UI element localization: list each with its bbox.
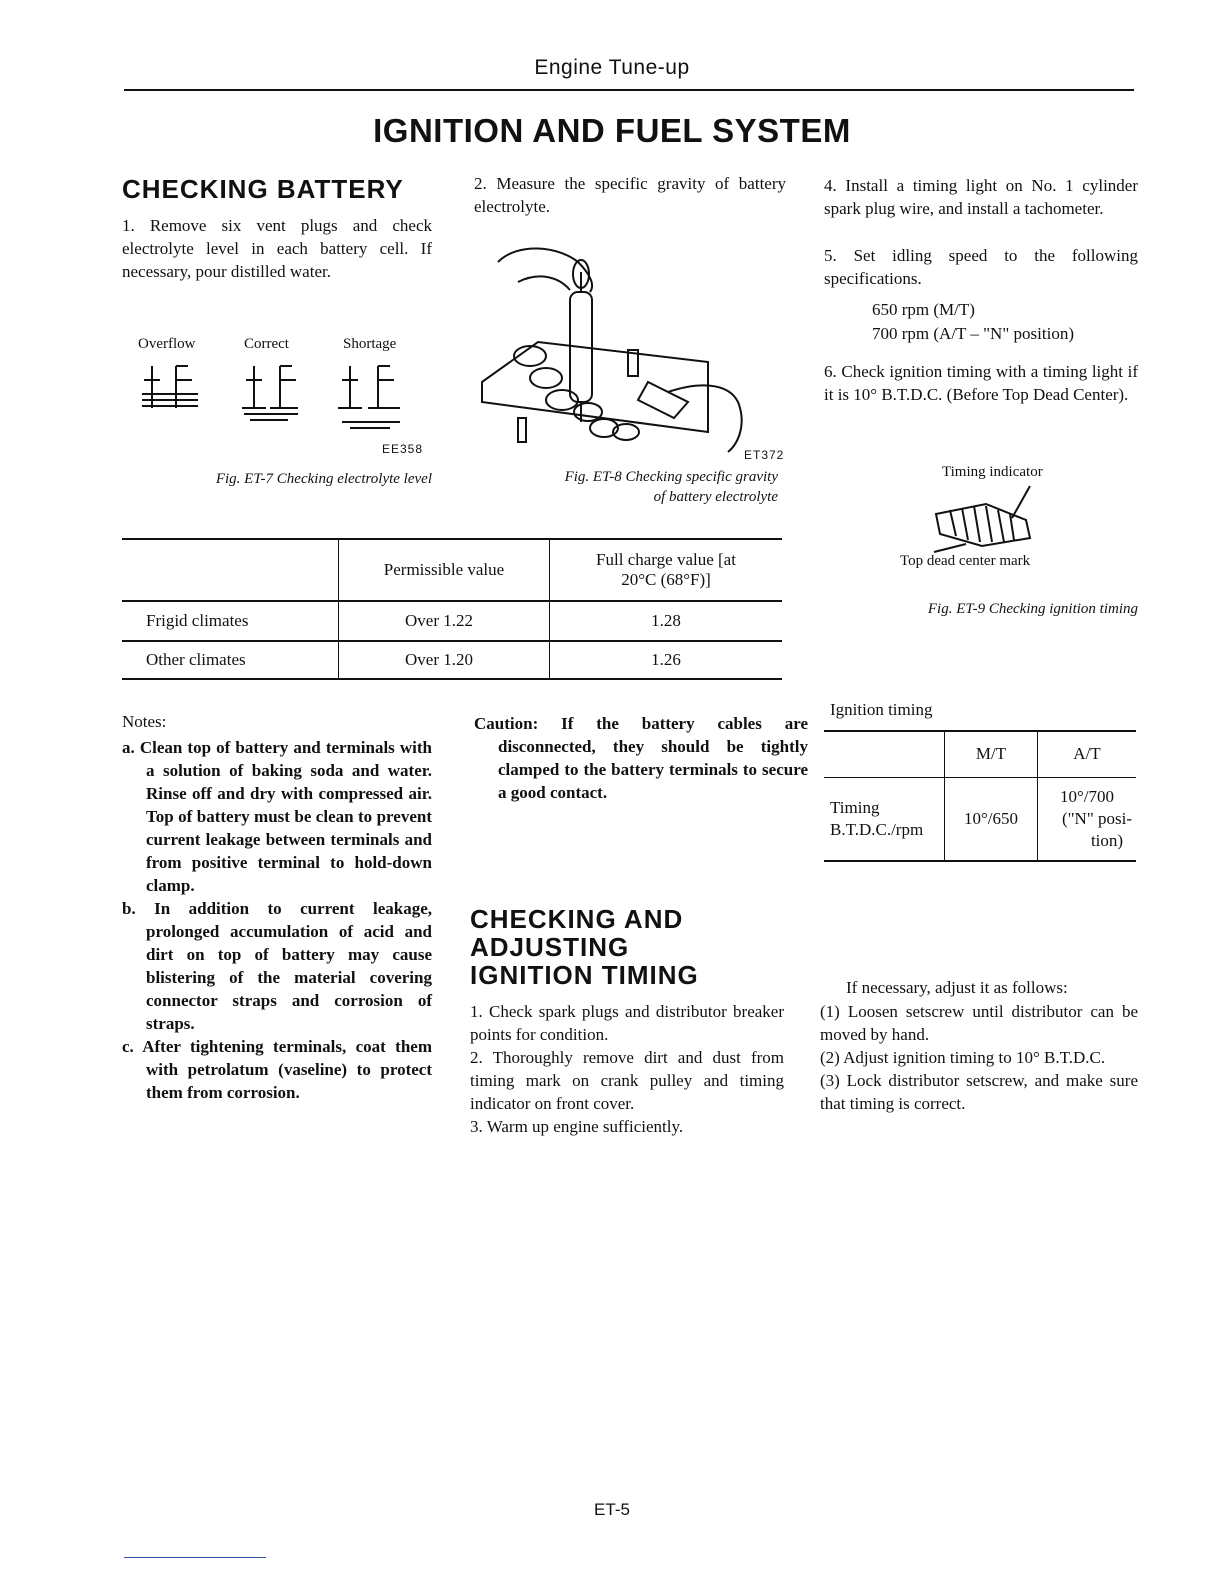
battery-step-2: 2. Measure the specific gravity of battery electrolyte. [474,174,786,216]
table-row [122,601,782,641]
cell-permissible: Over 1.22 [339,601,550,641]
fig8-code: ET372 [744,448,785,462]
battery-step-1: 1. Remove six vent plugs and check electrolyte level in each battery cell. If necessary, pour distilled water. [122,216,432,281]
col-at: A/T [1073,744,1101,764]
cell-at-line1: 10°/700 [1059,786,1115,806]
hydrometer-figure [478,232,778,454]
ignition-timing-title: Ignition timing [830,700,933,719]
fig9-caption: Fig. ET-9 Checking ignition timing [927,601,1138,617]
table-corner [122,539,339,601]
running-title: Engine Tune-up [534,56,690,79]
fig7-caption: Fig. ET-7 Checking electrolyte level [215,471,432,487]
cell-full-charge: 1.28 [651,611,681,630]
timing-heading-line3: IGNITION TIMING [470,960,699,990]
row-label [824,777,945,861]
caution-text: Caution: If the battery cables are disconnected, they should be tightly clamped to the battery terminals to secure a good contact. [474,714,808,802]
adjust-steps [820,1000,1138,1115]
row-label: Other climates [122,641,339,679]
timing-steps [470,1000,784,1138]
adjust-step-3: (3) Lock distributor setscrew, and make sure that timing is correct. [820,1071,1138,1113]
adjust-step-1: (1) Loosen setscrew until distributor can be moved by hand. [820,1002,1138,1044]
timing-step-6: 6. Check ignition timing with a timing light if it is 10° B.T.D.C. (Before Top Dead Center). [824,362,1138,404]
fig8-caption-line1: Fig. ET-8 Checking specific gravity [564,469,778,485]
electrolyte-level-figure [138,360,428,432]
fig7-label-correct: Correct [244,336,289,352]
page-title: IGNITION AND FUEL SYSTEM [373,112,851,149]
timing-step-3: 3. Warm up engine sufficiently. [470,1117,684,1136]
note-a: a. Clean top of battery and terminals with a solution of baking soda and water. Rinse off and dry with compressed air. Top of battery must be clean to prevent current leakage between terminals and from positive terminal to hold-down clamp. [122,738,432,895]
row-label-line2: B.T.D.C./rpm [830,819,924,839]
cell-full-charge: 1.26 [651,650,681,669]
timing-table-corner [824,731,945,777]
timing-heading-line2: ADJUSTING [470,932,630,962]
cell-at-line3: tion) [1090,830,1124,850]
fig7-label-overflow: Overflow [138,336,196,352]
row-label-line1: Timing [830,797,880,817]
note-b: b. In addition to current leakage, prolonged accumulation of acid and dirt on top of battery may cause blistering of the material covering connector straps and corrosion of straps. [122,899,432,1033]
col-full-charge: Full charge value [at 20°C (68°F)] [596,550,736,589]
battery-heading: CHECKING BATTERY [122,174,404,204]
cell-mt: 10°/650 [945,777,1038,861]
timing-heading-line1: CHECKING AND [470,904,684,934]
adjust-intro: If necessary, adjust it as follows: [846,978,1068,997]
fig7-label-shortage: Shortage [343,336,397,352]
fig9-label-tdc: Top dead center mark [900,553,1031,569]
table-row [824,777,1136,861]
spec-mt: 650 rpm (M/T) [872,300,975,319]
adjust-step-2: (2) Adjust ignition timing to 10° B.T.D.C. [820,1048,1106,1067]
table-row [122,641,782,679]
note-c: c. After tightening terminals, coat them with petrolatum (vaseline) to protect them from corrosion. [122,1037,432,1102]
specific-gravity-table [122,538,782,680]
fig9-label-indicator: Timing indicator [942,464,1043,480]
timing-step-1: 1. Check spark plugs and distributor breaker points for condition. [470,1002,784,1044]
timing-mark-figure [926,484,1046,554]
cell-at-line2: ("N" posi- [1061,808,1133,828]
notes-title: Notes: [122,712,167,731]
fig7-code: EE358 [382,442,424,456]
ignition-timing-table [824,730,1136,862]
row-label: Frigid climates [122,601,339,641]
col-permissible: Permissible value [339,539,550,601]
page-number: ET-5 [594,1500,630,1519]
notes-list [122,736,432,1104]
cell-at [1038,777,1137,861]
fig8-caption-line2: of battery electrolyte [653,489,778,505]
spec-at: 700 rpm (A/T – "N" position) [872,324,1074,343]
timing-step-4: 4. Install a timing light on No. 1 cylinder spark plug wire, and install a tachometer. [824,176,1138,218]
col-mt: M/T [945,731,1038,777]
header-rule [124,89,1134,91]
cell-permissible: Over 1.20 [339,641,550,679]
footer-line [124,1557,266,1558]
timing-step-5: 5. Set idling speed to the following specifications. [824,246,1138,288]
timing-step-2: 2. Thoroughly remove dirt and dust from timing mark on crank pulley and timing indicator on front cover. [470,1048,784,1113]
